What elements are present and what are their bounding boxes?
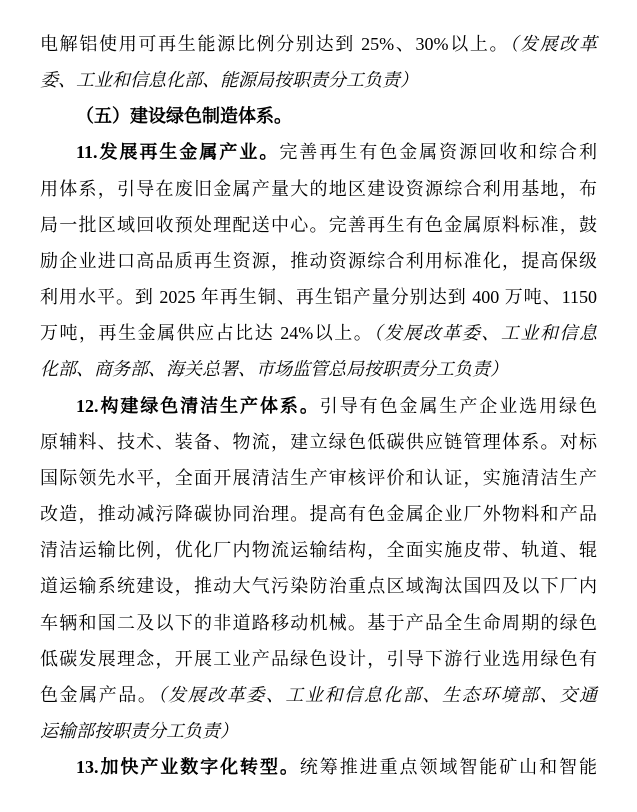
body-text-segment: 局一批区域回收预处理配送中心。完善再生有色金属原料标准，鼓 [40,214,597,235]
responsibility-note-segment: （发展改革委、工业和信息 [373,323,597,344]
text-line [40,315,597,351]
body-text-segment: 电解铝使用可再生能源比例分别达到 25%、30%以上。 [40,34,510,54]
body-text-segment: 清洁运输比例，优化厂内物流运输结构，全面实施皮带、轨道、辊 [40,540,597,561]
text-line [40,26,597,62]
text-line [40,496,597,532]
section-heading-segment: （五）建设绿色制造体系。 [76,106,292,127]
body-text-segment: 原辅料、技术、装备、物流，建立绿色低碳供应链管理体系。对标 [40,431,597,452]
responsibility-note-segment: （发展改革委、工业和信息化部、生态环境部、交通 [157,684,598,705]
text-line [40,641,597,677]
heading-line [40,749,597,785]
responsibility-note-segment: 委、工业和信息化部、能源局按职责分工负责） [40,70,418,91]
responsibility-note-segment: 运输部按职责分工负责） [40,720,238,741]
body-text-segment: 低碳发展理念，开展工业产品绿色设计，引导下游行业选用绿色有 [40,648,597,669]
text-line [40,568,597,604]
body-text-segment: 改造，推动减污降碳协同治理。提高有色金属企业厂外物料和产品 [40,504,597,525]
body-text-segment: 用体系，引导在废旧金属产量大的地区建设资源综合利用基地，布 [40,178,597,199]
section-heading-segment: 13.加快产业数字化转型。 [76,757,300,778]
text-line [40,605,597,641]
body-text-segment: 万吨，再生金属供应占比达 24%以上。 [40,323,374,344]
responsibility-note-segment: （发展改革 [509,34,597,54]
text-line [40,677,597,713]
heading-line [40,98,597,134]
text-line [40,243,597,279]
body-text-segment: 完善再生有色金属资源回收和综合利 [279,142,598,163]
body-text-segment: 国际领先水平，全面开展清洁生产审核评价和认证，实施清洁生产 [40,467,597,488]
text-line [40,207,597,243]
text-line [40,62,597,98]
text-line [40,460,597,496]
text-line [40,424,597,460]
body-text-segment: 励企业进口高品质再生资源，推动资源综合利用标准化，提高保级 [40,250,597,271]
body-text-segment: 引导有色金属生产企业选用绿色 [319,395,597,416]
heading-line [40,134,597,170]
text-line [40,532,597,568]
body-text-segment: 利用水平。到 2025 年再生铜、再生铝产量分别达到 400 万吨、1150 [40,287,597,308]
heading-line [40,388,597,424]
section-heading-segment: 12.构建绿色清洁生产体系。 [76,395,320,416]
responsibility-note-segment: 化部、商务部、海关总署、市场监管总局按职责分工负责） [40,359,508,380]
body-text-segment: 车辆和国二及以下的非道路移动机械。基于产品全生命周期的绿色 [40,612,597,633]
body-text-segment: 统筹推进重点领域智能矿山和智能 [299,757,598,778]
text-line [40,351,597,387]
body-text-segment: 色金属产品。 [40,684,158,705]
text-line [40,713,597,749]
section-heading-segment: 11.发展再生金属产业。 [76,142,280,163]
body-text-segment: 道运输系统建设，推动大气污染防治重点区域淘汰国四及以下厂内 [40,576,597,597]
text-line [40,279,597,315]
text-line [40,171,597,207]
document-body [40,26,597,785]
